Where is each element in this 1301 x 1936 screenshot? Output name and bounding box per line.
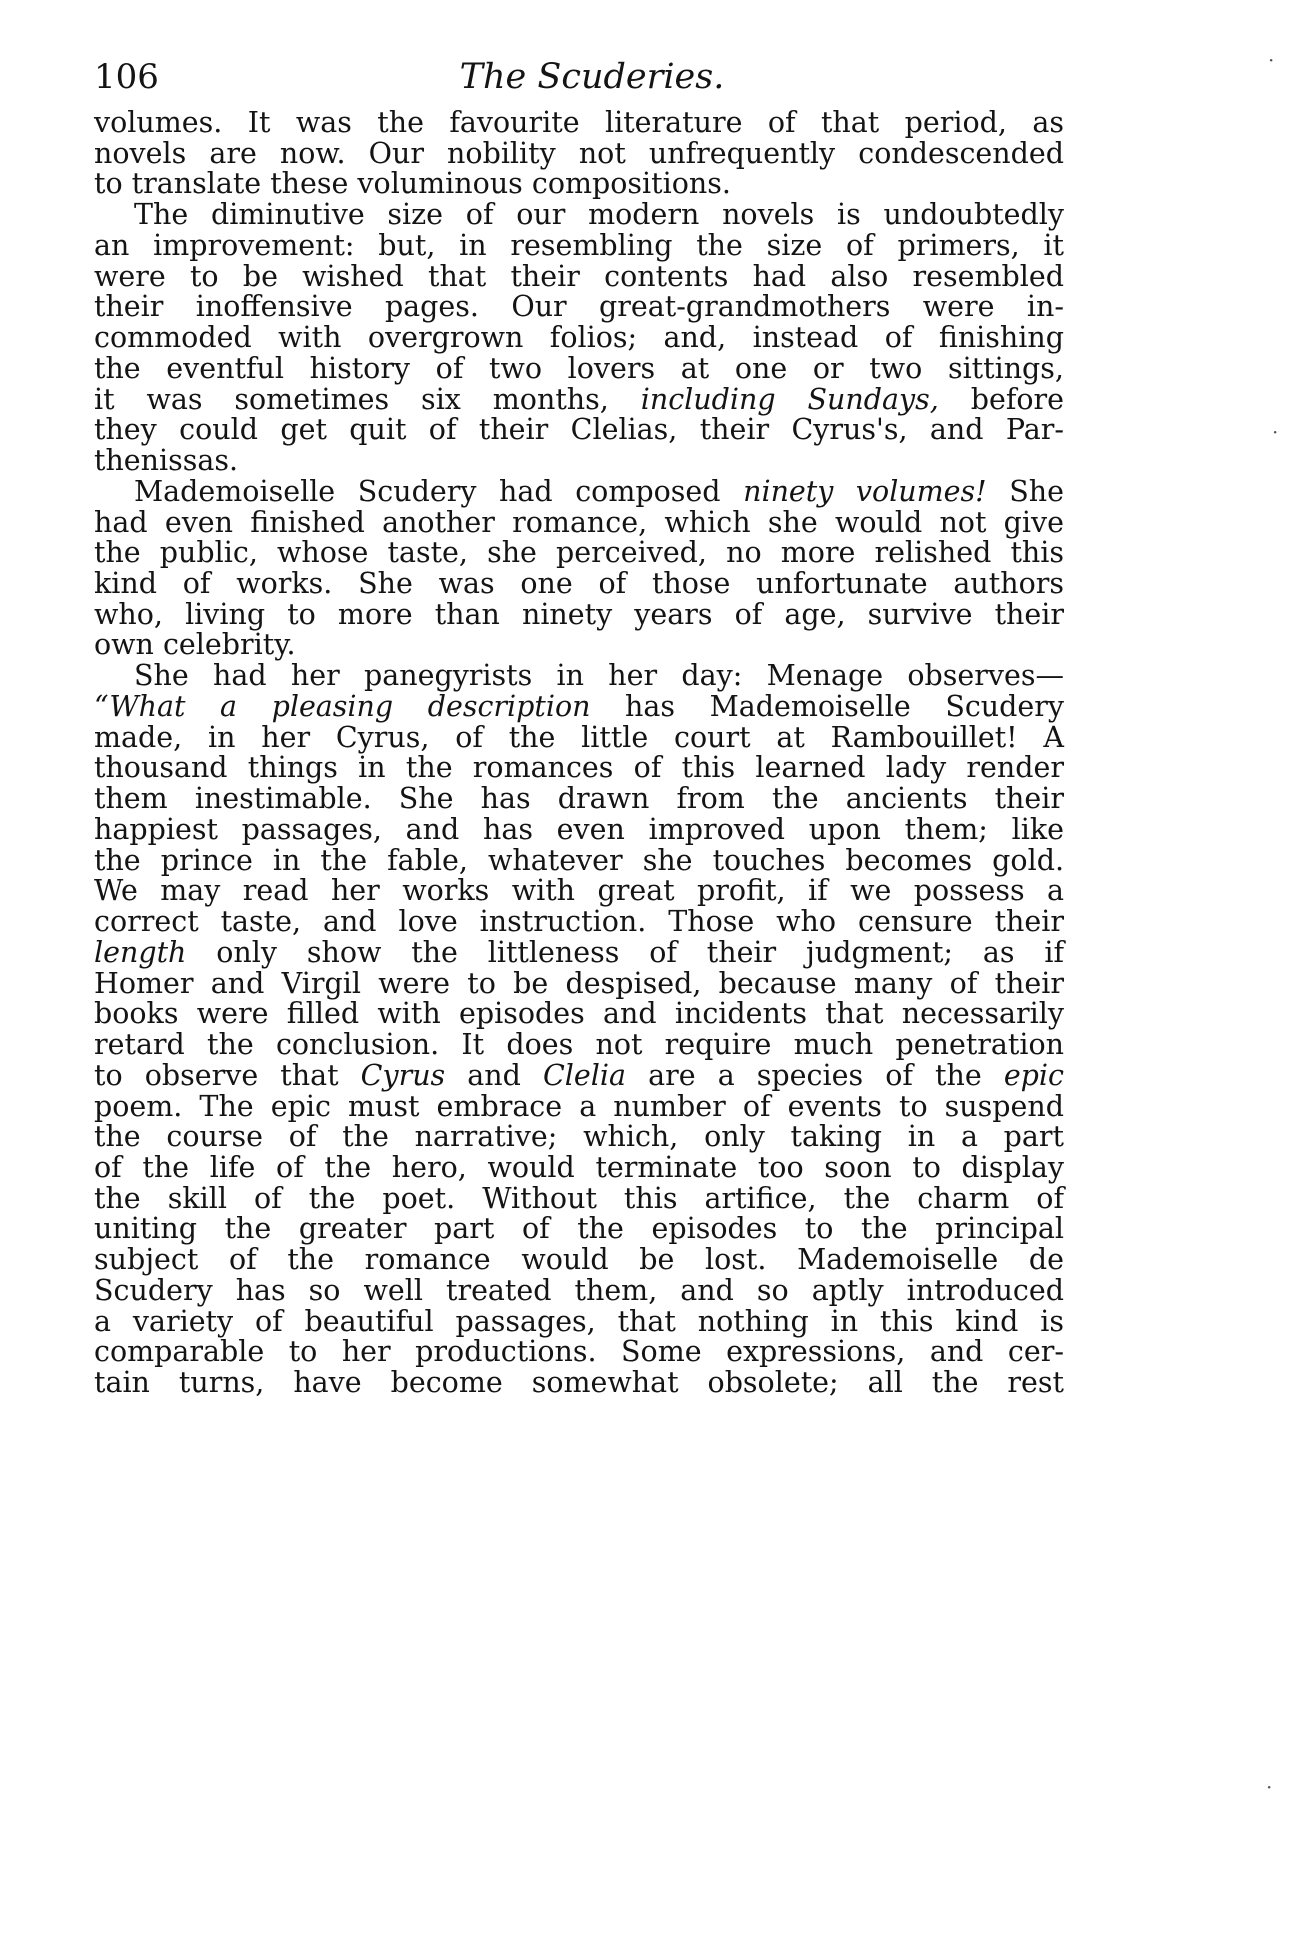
text-line: The diminutive size of our modern novels is undoubtedly — [134, 198, 1064, 232]
text-run: and — [467, 1058, 521, 1092]
text-line: comparable to her productions. Some expressions, and cer- — [94, 1335, 1064, 1369]
italic-phrase: “What a pleasing description — [94, 689, 591, 723]
text-line: kind of works. She was one of those unfortunate authors — [94, 567, 1064, 601]
text-line: own celebrity. — [94, 628, 296, 662]
text-line: poem. The epic must embrace a number of events to suspend — [94, 1089, 1064, 1123]
text-line: were to be wished that their contents had also resembled — [94, 259, 1064, 293]
text-run: before — [970, 382, 1065, 416]
text-line: the eventful history of two lovers at one or two sittings, — [94, 351, 1064, 385]
text-run: it was sometimes six months, — [94, 382, 609, 416]
text-line: commoded with overgrown folios; and, instead of finishing — [94, 321, 1064, 355]
italic-phrase: Clelia — [543, 1058, 627, 1092]
italic-phrase: ninety volumes! — [743, 474, 987, 508]
text-line: correct taste, and love instruction. Those who censure their — [94, 905, 1064, 939]
text-line: them inestimable. She has drawn from the ancients their — [94, 782, 1064, 816]
text-run: are a species of the — [648, 1058, 982, 1092]
text-line: volumes. It was the favourite literature of that period, as — [94, 106, 1064, 139]
text-line — [94, 1058, 1064, 1092]
text-line: the skill of the poet. Without this artifice, the charm of — [94, 1181, 1064, 1215]
text-line: happiest passages, and has even improved upon them; like — [94, 812, 1064, 846]
text-run: She — [1009, 474, 1064, 508]
text-line: tain turns, have become somewhat obsolete; all the rest — [94, 1366, 1064, 1400]
text-line — [94, 474, 1064, 508]
italic-phrase: length — [94, 935, 187, 969]
print-speck: · — [1266, 1775, 1273, 1799]
text-line: uniting the greater part of the episodes to the principal — [94, 1212, 1064, 1246]
print-speck: · — [1272, 420, 1279, 444]
text-line: retard the conclusion. It does not require much penetration — [94, 1028, 1064, 1062]
text-run: has Mademoiselle Scudery — [625, 689, 1064, 723]
page-number: 106 — [94, 57, 159, 97]
italic-phrase: Cyrus — [360, 1058, 446, 1092]
text-line: had even finished another romance, which she would not give — [94, 505, 1064, 539]
text-line: thenissas. — [94, 444, 239, 478]
text-line: of the life of the hero, would terminate too soon to display — [94, 1150, 1064, 1184]
italic-phrase: epic — [1003, 1058, 1064, 1092]
text-line: made, in her Cyrus, of the little court at Rambouillet! A — [94, 720, 1064, 754]
text-line — [94, 382, 1065, 416]
text-run: only show the littleness of their judgment; as if — [216, 935, 1064, 969]
text-line: who, living to more than ninety years of age, survive their — [94, 597, 1064, 631]
text-line — [94, 935, 1064, 969]
text-run: Mademoiselle Scudery had composed — [134, 474, 721, 508]
text-line: their inoffensive pages. Our great-grandmothers were in- — [94, 290, 1064, 324]
text-line — [94, 689, 1064, 723]
italic-phrase: including Sundays, — [640, 382, 939, 416]
text-line: novels are now. Our nobility not unfrequently condescended — [94, 136, 1064, 170]
text-line: books were filled with episodes and incidents that necessarily — [94, 997, 1064, 1031]
text-line: Scudery has so well treated them, and so aptly introduced — [94, 1273, 1064, 1307]
text-line: the prince in the fable, whatever she touches becomes gold. — [94, 843, 1064, 877]
text-line: the public, whose taste, she perceived, no more relished this — [94, 536, 1064, 570]
text-line: thousand things in the romances of this learned lady render — [94, 751, 1064, 785]
body-text — [94, 108, 1064, 1399]
text-line: subject of the romance would be lost. Mademoiselle de — [94, 1243, 1064, 1277]
text-line: a variety of beautiful passages, that nothing in this kind is — [94, 1304, 1064, 1338]
text-line: We may read her works with great profit, if we possess a — [94, 874, 1064, 908]
text-line: they could get quit of their Clelias, their Cyrus's, and Par- — [94, 413, 1064, 447]
text-line: to translate these voluminous compositions. — [94, 167, 731, 201]
text-line: She had her panegyrists in her day: Menage observes— — [134, 659, 1064, 693]
running-title: The Scuderies. — [459, 57, 725, 97]
print-speck: · — [1268, 48, 1275, 72]
page-header — [94, 52, 1060, 102]
text-line: Homer and Virgil were to be despised, because many of their — [94, 966, 1064, 1000]
text-run: to observe that — [94, 1058, 339, 1092]
text-line: the course of the narrative; which, only taking in a part — [94, 1120, 1064, 1154]
text-line: an improvement: but, in resembling the size of primers, it — [94, 228, 1064, 262]
